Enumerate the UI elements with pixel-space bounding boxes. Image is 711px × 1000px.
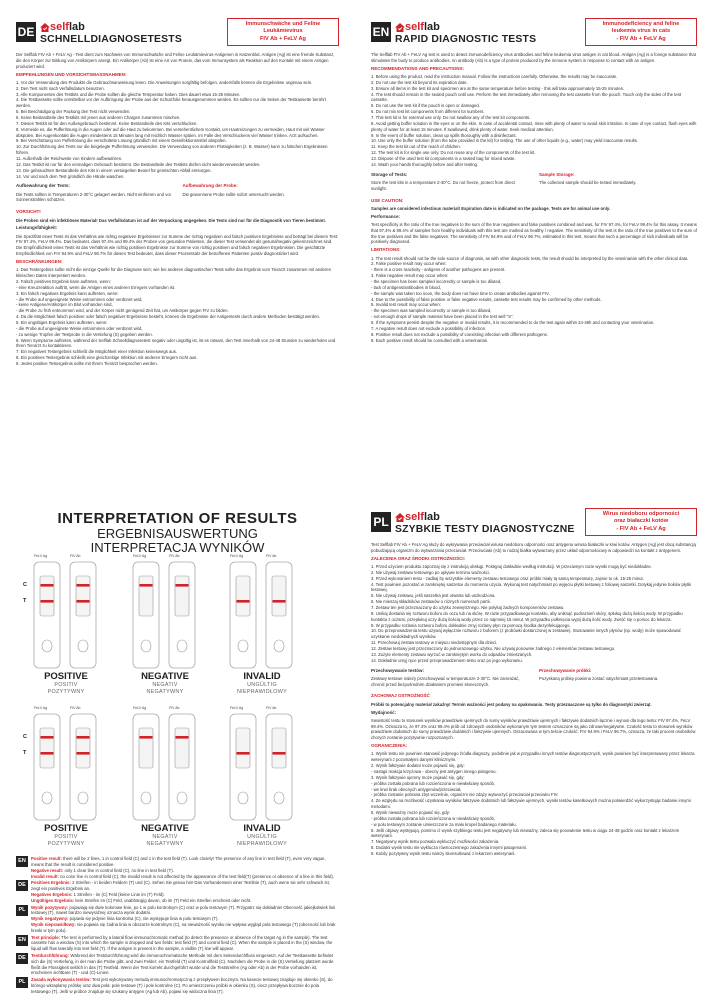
list-item: 1. Przed użyciem produktu zapoznaj się z instrukcją obsługi. Postępuj dokładnie według instrukcji. W przeciwnym razie wyniki mogą być niedokładne. xyxy=(371,563,652,569)
strip-label: FeLV Ag xyxy=(133,554,147,559)
list-item: 2. Den Test nicht nach Verfallsdatum benutzen. xyxy=(16,85,105,91)
legend-text: Positives Ergebnis: 2 Streifen - in beiden Feldern (T) und (C). Sehen Sie genau hin! Das Vorhandensein einer Testlinie (T), auch wenn sie sehr schwach ist, zeigt ein positives Ergebnis an. Negatives Ergebnis: 1 Streifen - im (C) Feld (keine Linie im (T) Feld). Ungültiges Ergebnis: kein Streifen im (C) Feld, unabhängig davon, ob im (T) Feld ein Streifen erscheint oder nicht. xyxy=(31,880,330,903)
legend-row xyxy=(16,953,339,976)
strip-drawing xyxy=(131,554,199,672)
list-item: 10. Do przeprowadzenia testu używaj wyłącznie roztworu z buforem (z probówki dostarczonej w zestawie). Stosowanie innych płynów (np. wody) może spowodować uzyskanie niedokładnych wyników. xyxy=(371,628,681,640)
list-item: 14. Vor und nach dem Test gründlich die Hände waschen. xyxy=(16,173,125,179)
strip-label: FIV Ab xyxy=(169,554,180,559)
strip-label: FeLV Ag xyxy=(230,554,244,559)
legend-row xyxy=(16,905,339,934)
list-item: 6. Nie mieszaj składników zestawów o różnych numerach partii. xyxy=(371,599,491,605)
legend-row xyxy=(16,880,339,903)
list-item: - w polu testowym zostanie umieszczone za mało kropel badanego materiału. xyxy=(371,821,517,827)
panel-interpretation xyxy=(16,508,339,994)
rec-list xyxy=(16,80,339,180)
section-heading: ZALECENIA ORAZ ŚRODKI OSTROŻNOŚCI: xyxy=(371,555,466,561)
lang-badge: EN xyxy=(16,856,28,867)
list-item: 2. False positive result may occur when: xyxy=(371,261,447,267)
interp-sub-de: ERGEBNISAUSWERTUNG xyxy=(97,526,258,541)
lang-badge: PL xyxy=(16,977,28,988)
strip-label: FIV Ab xyxy=(266,554,277,559)
strip-label: FeLV Ag xyxy=(230,706,244,711)
result-label-pl: POZYTYWNY xyxy=(47,688,85,695)
list-item: 8. Vermeide es, die Pufferlösung in die Augen oder auf die Haut zu bekommen. Bei versehentlichem Kontakt, um Hautreizungen zu vermeiden, Haut mit viel Wasser abspülen. Bei Augenkontakt die Augen mindestens 15 Minuten lang mit reichlich Wasser spülen. Im Falle des Verschluckens viel Wasser trinken. Arzt aufsuchen. xyxy=(16,126,325,138)
list-item: 2. Nie używaj zestawu testowego po upływie terminu ważności. xyxy=(371,569,491,575)
lang-badge: EN xyxy=(16,935,28,946)
result-label-de: NEGATIV xyxy=(152,681,178,688)
list-item: 11. Przechowuj zestaw testowy w miejscu niedostępnym dla dzieci. xyxy=(371,640,498,646)
test-line-label: T xyxy=(23,598,27,605)
list-item: 1. Wynik testu nie powinien stanowić jedynego źródła diagnozy, podobnie jak w przypadku innych testów diagnostycznych, wynik powinien być interpretowany przez lekarza weterynarii z pozostałymi danymi klinicznymi. xyxy=(371,751,695,763)
result-label: INVALID xyxy=(243,671,281,683)
list-item: 5. Bei Beschädigung der Packung den Test nicht verwenden. xyxy=(16,109,131,115)
list-item: 6. Keine Bestandteile des Testkits mit jenen aus anderen Chargen zusammen mischen. xyxy=(16,114,181,120)
result-label: POSITIVE xyxy=(44,671,88,683)
list-item: 14. Wash your hands thoroughly before and after testing. xyxy=(371,161,479,167)
list-item: - nastąpi reakcja krzyżowa - obecny jest antygen innego patogenu. xyxy=(371,768,497,774)
strip-drawing xyxy=(32,706,100,824)
interp-sub-pl: INTERPRETACJA WYNIKÓW xyxy=(90,539,265,555)
legend-text: Testdurchführung: Während der Testdurchführung wird die immunochromatische Methode mit dem Seitendurchfluss eingesetzt. Auf der Testkassette befindet sich die (S) Vertiefung, in der man die Probe gibt, und zwei Felder: ein Testfeld (T) und Kontrollfeld (C). Nachdem die Probe in die (S) Vertiefung platziert wurde fließt die Flüssigkeit seitlich in das (T) Testfeld. Wenn der Test korrekt durchgeführt wurde und die Teststreifen (Ag oder Ab) in der Probe vorhanden ist, erscheinen sichtbare (T) - und (C)-Linien. xyxy=(31,953,334,976)
test-cassette xyxy=(70,714,96,820)
lim-list xyxy=(16,267,339,367)
list-item: 11. Außerhalb der Reichweite von Kindern aufbewahren. xyxy=(16,155,123,161)
list-item: 4. Ze względu na możliwość uzyskania wyników fałszywie dodatnich lub fałszywie ujemnych, wyniki testów kasetkowych można potwierdzić wykorzystując badanie innymi metodami. xyxy=(371,798,691,810)
selflab-logo: selflab xyxy=(395,21,447,33)
list-item: - die Probe auf ungeeignete Weise entnommen oder verdünnt wird, xyxy=(16,296,143,302)
product-box: Wirus niedoboru odporności oraz białaczki kotów - FIV Ab + FeLV Ag xyxy=(585,508,697,536)
list-item: 4. The test should remain in the sealed pouch until use. Perform the test immediately after removing the test cassette from the pouch. Touch only the sides of the test cassette. xyxy=(371,91,682,103)
list-item: 3. Przed wykonaniem testu - zadbaj by wszystkie elementy zestawu testowego oraz próbki miały tą samą temperaturę, zajmie to ok. 15-25 minut. xyxy=(371,575,644,581)
result-label-pl: NEGATYWNY xyxy=(146,840,184,847)
list-item: 4. Test powinien pozostać w zamkniętej saszetce do momentu użycia. Wykonaj test natychmiast po wyjęciu płytki testowej z foliowej saszetki. Dotykaj jedynie boków płytki testowej. xyxy=(371,581,692,593)
selflab-logo: selflab xyxy=(40,21,92,33)
result-card-positive xyxy=(23,706,100,847)
test-cassette xyxy=(169,562,195,668)
result-label-de: UNGÜLTIG xyxy=(247,681,277,688)
list-item: 5. Invalid test result may occur when: xyxy=(371,302,441,308)
list-item: 5. Wynik nieważny może pojawić się, gdy: xyxy=(371,809,451,815)
list-item: 3. Ein falsch negatives Ergebnis kann auftreten, wenn: xyxy=(16,290,119,296)
result-card-negative xyxy=(131,706,199,847)
doc-body: Der Selflab FIV Ab + FeLV Ag - Test dient zum Nachweis von Immunschwäche und Feline Leukämievirus-Antigenen in Katzenblut. Antigen (Ag) ist eine fremde Substanz, die den Körper zur Bildung von Antikörpern anregt. Ein Antikörper (Ab) ist eine Art von Protein, das vom Immunsystem als Reaktion auf den Kontakt mit einem Antigen produziert wird. EMPFEHLUNGEN UND VORSICHTSMASSNAHMEN: 1. Vor der Verwendung des Produkts die Gebrauchsanweisung lesen. Die Anweisungen sorgfältig befolgen, andernfalls können die Ergebnisse ungenau sein. 2. Den Test nicht nach Verfallsdatum benutzen. 3. Alle Komponenten des Testkits und die Probe sollten die gleiche Temperatur haben. Dies dauert etwa 15-25 Minuten. 4. Die Testkassette sollte unmittelbar vor der Aufbringung der Probe aus der Schutzfolie herausgenommen werden. Es sollten nur die Seiten der Testkassette berührt werden. 5. Bei Beschädigung der Packung den Test nicht verwenden. 6. Keine Bestandteile des Testkits mit jenen aus anderen Chargen zusammen mischen. 7. Dieses Testkit ist für den Außengebrauch bestimmt. Keine Bestandteile des Kits verschlucken. 8. Vermeide es, die Pufferlösung in die Augen oder auf die Haut zu bekommen. Bei versehentlichem Kontakt, um Hautreizungen zu vermeiden, Haut mit viel Wasser abspülen. Bei Augenkontakt die Augen mindestens 15 Minuten lang mit reichlich Wasser spülen. Im Falle des Verschluckens viel Wasser trinken. Arzt aufsuchen. 9. Bei Verschüttung von Pufferlösung die verschüttete Lösung gründlich mit einem Desinfektionsmittel abspülen. 10. Zur Durchführung des Tests nur die beigelegte Pufferlösung verwenden. Die Verwendung von anderen Flüssigkeiten (z. B. Wasser) kann zu falschen Ergebnissen führen. 11. Außerhalb der Reichweite von Kindern aufbewahren. 12. Das Testkit ist nur für den einmaligen Gebrauch bestimmt. Die Bestandteile des Testkits dürfen nicht wiederverwendet werden. 13. Die gebrauchten Bestandteile des Kits in einem versiegelten Beutel für gemischten Abfall entsorgen. 14. Vor und nach dem Test gründlich die Hände waschen. Aufbewahrung der Tests: Die Tests sollten in Temperaturen 2-30°C gelagert werden. Nicht einfrieren und vor Sonnenstrahlen schützen. Aufbewahrung der Probe: Die gewonnene Probe sollte sofort untersucht werden. VORSICHT! Die Proben sind ein infektiöses Material! Das Verfallsdatum ist auf der Verpackung angegeben. Die Tests sind nur für die Diagnostik von Tieren bestimmt. Leistungsfähigkeit: Die Spezifität eines Tests ist das Verhältnis wie richtig negativen Ergebnisser zur Summe der richtig negativen und falsch positiven Ergebnisse und beträgt bei diesem Test: FIV 97.4%, FeLV 99.4%. Das bedeutet, dass 97.4% und 99.4% der Proben von gesunden Patienten, die dieser Test verwendet als gesund/negativ gekennzeichnet sind. Die Empfindlichkeit eines Tests ist das Verhältnis wie richtig positiven Ergebnisse zur Summe von richtig positiven und falsch negativen Ergebnissen. Die geschätzte Empfindlichkeit von FIV 94.9% und FeLV 96.7% für diesen Test bedeutet, dass dieser Prozentsatz der betroffenen Patienten positiv diagnostiziert wird. BESCHRÄNKUNGEN: 1. Das Testergebnis sollte nicht die einzige Quelle für die Diagnose sein; wie bei anderen diagnostischen Tests sollte das Ergebnis vom Tierarzt zusammen mit anderen klinischen Daten interpretiert werden. 2. Falsch positives Ergebnis kann auftreten, wenn: - eine Kreuzreaktion auftritt, wenn die Antigen eines anderen Erregers vorhanden ist. 3. Ein falsch negatives Ergebnis kann auftreten, wenn: - die Probe auf ungeeignete Weise entnommen oder verdünnt wird, - keine Antigene/Antikörper im Blut vorhanden sind, - die Probe zu früh entnommen wird, und der Körper nicht genügend Zeit hat, um Antikörper gegen FIV zu bilden. 4. Da die Möglichkeit falsch positiver oder falsch negativer Ergebnisse besteht, können die Ergebnisse der Antigentests durch andere Methoden bestätigt werden. 5. Ein ungültiges Ergebnis kann auftreten, wenn: - die Probe auf ungeeignete Weise entnommen oder verdünnt wird, - zu wenige Tropfen der Testprobe in die Vertiefung (S) gegeben werden. 6. Wenn Symptome auftreten, während der Selflab Schnelldiagnosetest negativ oder ungültig ist, ist es ratsam, den Test innerhalb von 24-48 Stunden zu wiederholen und Ihren Tierarzt zu kontaktieren. 7. Ein negatives Testergebnis schließt die Möglichkeit einer Infektion keineswegs aus. 8. Ein positives Testergebnis schließt eine gleichzeitige Infektion mit anderen Erregern nicht aus. 9. Jedes positive Testergebnis sollte mit Ihrem Tierarzt besprochen werden. xyxy=(16,52,339,366)
lim-list xyxy=(371,751,697,856)
list-item: - there is a cross reactivity - antigens of another pathogens are present. xyxy=(371,267,506,273)
list-item: 9. Każdy pozytywny wynik testu należy skonsultować z lekarzem weterynarii. xyxy=(371,850,516,856)
list-item: - not enough drops of sample material have been placed in the test well "S". xyxy=(371,314,514,320)
test-cassette xyxy=(133,562,159,668)
test-cassette xyxy=(169,714,195,820)
list-item: - próbka została pobrana lub rozcieńczona w niewłaściwy sposób, xyxy=(371,780,496,786)
product-box: Immunschwäche und Feline Leukämievirus FIV Ab + FeLV Ag xyxy=(227,18,339,46)
result-label-de: POSITIV xyxy=(54,833,78,840)
result-label-pl: NIEPRAWIDŁOWY xyxy=(236,688,288,695)
list-item: 8. Positive result does not exclude a possibility of coexisting infection with different pathogens. xyxy=(371,331,548,337)
house-icon xyxy=(395,513,405,522)
test-cassette xyxy=(230,714,256,820)
list-item: 6. Jeśli objawy występują, pomimo iż wynik szybkiego testu jest negatywny lub nieważny, zaleca się ponowienie testu w ciągu 24-48 godzin oraz kontakt z lekarzem weterynarii. xyxy=(371,827,680,839)
list-item: 13. Dispose of the used test kit components in a sealed bag for mixed waste. xyxy=(371,155,516,161)
result-label-de: UNGÜLTIG xyxy=(247,833,277,840)
section-heading: RECOMMENDATIONS AND PRECAUTIONS: xyxy=(371,65,464,71)
list-item: 2. Falsch positives Ergebnis kann auftreten, wenn: xyxy=(16,278,111,284)
list-item: 6. Wenn Symptome auftreten, während der Selflab Schnelldiagnosetest negativ oder ungültig ist, ist es ratsam, den Test innerhalb von 24-48 Stunden zu wiederholen und Ihren Tierarzt zu kontaktieren. xyxy=(16,337,336,349)
list-item: 9. Each positive result should be consulted with a veterinarian. xyxy=(371,337,489,343)
header-de xyxy=(16,18,339,52)
house-icon xyxy=(40,23,50,32)
result-label-pl: POZYTYWNY xyxy=(47,840,85,847)
list-item: 4. Die Testkassette sollte unmittelbar vor der Aufbringung der Probe aus der Schutzfolie herausgenommen werden. Es sollten nur die Seiten der Testkassette berührt werden. xyxy=(16,97,327,109)
list-item: 8. Avoid getting buffer solution in the eyes or on the skin. In case of accidental contact, rinse with plenty of water to avoid skin irritation. In case of eye contact, flush eyes with plenty of water for at least 15 minutes. If swallowed, drink plenty of water. Seek medical attention. xyxy=(371,120,697,132)
list-item: 8. Dodatni wynik testu nie wyklucza równoczesnego zakażenia innymi patogenami. xyxy=(371,845,528,851)
strip-label: FIV Ab xyxy=(70,554,81,559)
list-item: - the sample was taken too soon, the body does not have time to create antibodies against FIV. xyxy=(371,290,550,296)
header-pl xyxy=(371,508,697,542)
list-item: 7. This test kit is for external use only. Do not swallow any of the test kit components. xyxy=(371,114,531,120)
list-item: - die Probe zu früh entnommen wird, und der Körper nicht genügend Zeit hat, um Antikörper gegen FIV zu bilden. xyxy=(16,308,229,314)
storage-row: Storage of Tests: Store the test kits in a temperature 2-30°C. Do not freeze, protect from direct sunlight. Sample Storage: The collected sample should be tested immediately. xyxy=(371,171,637,191)
list-item: 3. Alle Komponenten des Testkits und die Probe sollten die gleiche Temperatur haben. Dies dauert etwa 15-25 Minuten. xyxy=(16,91,241,97)
list-item: - the specimen was sampled incorrectly or sample is too diluted, xyxy=(371,308,492,314)
result-label: NEGATIVE xyxy=(141,671,189,683)
lang-badge: DE xyxy=(16,880,28,891)
list-item: 2. Do not use the test kit beyond its expiration date. xyxy=(371,79,468,85)
list-item: 8. Unikaj dostania się roztworu buforu do oczu lub na skórę. W razie przypadkowego kontaktu, aby uniknąć podrażnień skóry, spłukuj dużą ilością wody. W przypadku kontaktu z oczami, przepłukuj oczy dużą ilością wody przez co najmniej 15 minut. W przypadku połknięcia wypij dużą ilość wody. Zwróć się o pomoc do lekarza. xyxy=(371,610,683,622)
list-item: - próbka została pobrana lub rozcieńczona w niewłaściwy sposób, xyxy=(371,815,496,821)
legend-row xyxy=(16,935,339,952)
list-item: 1. Vor der Verwendung des Produkts die Gebrauchsanweisung lesen. Die Anweisungen sorgfältig befolgen, andernfalls können die Ergebnisse ungenau sein. xyxy=(16,79,313,85)
test-cassette xyxy=(266,714,292,820)
intro-text: Test Selflab FIV Ab + FeLV Ag służy do wykrywania przeciwciał wirusa niedoboru odporności oraz antygenu wirusa białaczki w krwi kotów. Antygen (Ag) jest obcą substancją pobudzającą organizm do wytwarzania przeciwciał. Przeciwciało (Ab) to rodzaj białka wytwarzany przez układ odpornościowy w odpowiedzi na kontakt z antygenem. xyxy=(371,542,696,553)
list-item: 10. Use only the buffer solution (from the tube provided in the kit) for testing. The use of other liquids (e.g., water) may yield inaccurate results. xyxy=(371,138,639,144)
strip-label: FeLV Ag xyxy=(133,706,147,711)
lang-badge: EN xyxy=(371,22,391,42)
list-item: 3. Ensure all items in the test kit and specimen are at the same temperature before testing - this will take approximately 15-25 minutes. xyxy=(371,85,624,91)
legend-text: Zasada wykonywania testów: Test jest wykonywany metodą immunochromatyczną z przepływem bocznym. Na kasecie testowej znajduje się okienko (S), do którego wkraplamy próbkę oraz dwa pola: pole testowe (T) i pole kontrolne (C). Po umieszczeniu próbki w okienku (S), ciecz przepływa bocznie do pola testowego (T). Jeśli w próbce znajduje się szukany antygen (Ag lub Ab), pojawi się widoczna linia (T). xyxy=(31,977,333,994)
rec-list xyxy=(371,564,697,664)
list-item: 4. Due to the possibility of false positive or false negative results, cassette test results may be confirmed by other methods. xyxy=(371,296,602,302)
test-cassette xyxy=(230,562,256,668)
result-card-positive xyxy=(23,554,100,695)
result-label-de: POSITIV xyxy=(54,681,78,688)
result-label-pl: NIEPRAWIDŁOWY xyxy=(236,840,288,847)
list-item: - zu wenige Tropfen der Testprobe in die Vertiefung (S) gegeben werden. xyxy=(16,331,153,337)
strip-drawing xyxy=(131,706,199,824)
list-item: - we krwi brak obecnych antygenów/przeciwciał, xyxy=(371,786,462,792)
result-label: INVALID xyxy=(243,823,281,835)
storage-row: Przechowywanie testów: Zestawy testowe należy przechowywać w temperaturze 2-30°C. Nie zamrażać, chronić przed bezpośrednim działaniem promieni słonecznych. Przechowywanie próbki: Pozyskaną próbkę powinna zostać natychmiast przetestowana. xyxy=(371,667,659,687)
list-item: 7. A negative result does not exclude a possibility of infection. xyxy=(371,325,487,331)
list-item: 1. The test result should not be the sole source of diagnosis, as with other diagnostic tests, the result should be interpreted by the veterinarian with the other clinical data. xyxy=(371,255,689,261)
control-line-label: C xyxy=(23,582,27,589)
list-item: 9. Jedes positive Testergebnis sollte mit Ihrem Tierarzt besprochen werden. xyxy=(16,360,158,366)
lang-badge: PL xyxy=(16,905,28,916)
strip-drawing xyxy=(228,706,296,824)
test-cassette xyxy=(70,562,96,668)
test-line-label: T xyxy=(23,750,27,757)
strip-drawing xyxy=(32,554,100,672)
list-item: 10. Zur Durchführung des Tests nur die beigelegte Pufferlösung verwenden. Die Verwendung von anderen Flüssigkeiten (z. B. Wasser) kann zu falschen Ergebnissen führen. xyxy=(16,144,328,156)
result-label: POSITIVE xyxy=(44,823,88,835)
legend-text: Positive result: there will be 2 lines, 1 in control field (C) and 1 in the test field (T). Look closely! The presence of any line in test field (T), even very vague, means that the result is considered positive. Negative result: only 1 clear line in control field (C), no line in test field (T). Invalid result: no color line in control field (C), the invalid result is not affected by the appearance of the test field(T) (presence or absence of a line in this field). xyxy=(31,856,335,879)
storage-row: Aufbewahrung der Tests: Die Tests sollten in Temperaturen 2-30°C gelagert werden. Nicht einfrieren und vor Sonnenstrahlen schützen. Aufbewahrung der Probe: Die gewonnene Probe sollte sofort untersucht werden. xyxy=(16,183,285,203)
list-item: - die Probe auf ungeeignete Weise entnommen oder verdünnt wird, xyxy=(16,325,143,331)
legend-text: Test principle: The test is performed by a lateral flow immunochromatic method (to detect the presence or absence of the target Ag in the sample). The test cassette has a window (S) into which the sample is dropped and two fields: test field (T) and control field (C). When the sample is placed in the (S) window, the liquid will flow laterally into test field (T). If the antigen is present in the sample, a visible (T) line will appear. xyxy=(31,934,333,952)
doc-title: RAPID DIAGNOSTIC TESTS xyxy=(395,34,537,45)
panel-pl xyxy=(371,508,697,990)
result-label-de: NEGATIV xyxy=(152,833,178,840)
lang-badge: DE xyxy=(16,22,36,42)
list-item: 9. In the event of buffer solution, clean up spills thoroughly with a disinfectant. xyxy=(371,132,517,138)
test-cassette xyxy=(266,562,292,668)
result-card-negative xyxy=(131,554,199,695)
legend-row xyxy=(16,856,339,879)
list-item: - lack of antigens/antibodies in blood, xyxy=(371,284,441,290)
doc-body: Test Selflab FIV Ab + FeLV Ag służy do wykrywania przeciwciał wirusa niedoboru odporności oraz antygenu wirusa białaczki w krwi kotów. Antygen (Ag) jest obcą substancją pobudzającą organizm do wytwarzania przeciwciał. Przeciwciało (Ab) to rodzaj białka wytwarzany przez układ odpornościowy w odpowiedzi na kontakt z antygenem. ZALECENIA ORAZ ŚRODKI OSTROŻNOŚCI: 1. Przed użyciem produktu zapoznaj się z instrukcją obsługi. Postępuj dokładnie według instrukcji. W przeciwnym razie wyniki mogą być niedokładne. 2. Nie używaj zestawu testowego po upływie terminu ważności. 3. Przed wykonaniem testu - zadbaj by wszystkie elementy zestawu testowego oraz próbki miały tą samą temperaturę, zajmie to ok. 15-25 minut. 4. Test powinien pozostać w zamkniętej saszetce do momentu użycia. Wykonaj test natychmiast po wyjęciu płytki testowej z foliowej saszetki. Dotykaj jedynie boków płytki testowej. 5. Nie używaj zestawu, jeśli saszetka jest otwarta lub uszkodzona. 6. Nie mieszaj składników zestawów o różnych numerach partii. 7. Zestaw ten jest przeznaczony do użytku zewnętrznego. Nie połykaj żadnych komponentów zestawu. 8. Unikaj dostania się roztworu buforu do oczu lub na skórę. W razie przypadkowego kontaktu, aby uniknąć podrażnień skóry, spłukuj dużą ilością wody. W przypadku kontaktu z oczami, przepłukuj oczy dużą ilością wody przez co najmniej 15 minut. W przypadku połknięcia wypij dużą ilość wody. Zwróć się o pomoc do lekarza. 9. W przypadku rozlania roztworu buforu dokładnie zmyj rozlany płyn za pomocą środka dezynfekującego. 10. Do przeprowadzenia testu używaj wyłącznie roztworu z buforem (z probówki dostarczonej w zestawie). Stosowanie innych płynów (np. wody) może spowodować uzyskanie niedokładnych wyników. 11. Przechowuj zestaw testowy w miejscu niedostępnym dla dzieci. 12. Zestaw testowy jest przeznaczony do jednorazowego użytku. Nie używaj ponownie żadnego z elementów zestawu testowego. 13. Zużyte elementy zestawu wyrzuć w zamkniętym worku do odpadów zmieszanych. 14. Dokładnie umyj ręce przed przeprowadzeniem testu oraz po jego wykonaniu. Przechowywanie testów: Zestawy testowe należy przechowywać w temperaturze 2-30°C. Nie zamrażać, chronić przed bezpośrednim działaniem promieni słonecznych. Przechowywanie próbki: Pozyskaną próbkę powinna zostać natychmiast przetestowana. ZACHOWAJ OSTROŻNOŚĆ Próbki to potencjalny materiał zakaźny! Termin ważności jest podany na opakowaniu. Testy przeznaczone są tylko do diagnostyki zwierząt. Wydajność: Swoistość testu to stosunek wyników prawdziwie ujemnych do sumy wyników prawdziwie ujemnych i fałszywie dodatnich łącznie i wynosi dla tego testu: FIV 97.4%, FeLV 99.4%. Oznacza to, że 97.4% oraz 99.4% prób od zdrowych osobników wykonanym tym testem oznaczone są jako zdrowe/negatywne. Czułość testu to stosunek wyników prawdziwie dodatnich do sumy prawdziwie dodatnich i fałszywie ujemnych. Oszacowana w tym teście czułość: FIV 94.9% i FeLV 96.7%, oznacza, że taki procent osobników chorych zostanie pozytywnie rozpoznanych. OGRANICZENIA: 1. Wynik testu nie powinien stanowić jedynego źródła diagnozy, podobnie jak w przypadku innych testów diagnostycznych, wynik powinien być interpretowany przez lekarza weterynarii z pozostałymi danymi klinicznymi. 2. Wynik fałszywie dodatni może pojawić się, gdy: - nastąpi reakcja krzyżowa - obecny jest antygen innego patogenu. 3. Wynik fałszywie ujemny może pojawić się, gdy: - próbka została pobrana lub rozcieńczona w niewłaściwy sposób, - we krwi brak obecnych antygenów/przeciwciał, - próbka zostanie pobrana zbyt wcześnie, organizm nie zdąży wytworzyć przeciwciał przeciwko FIV. 4. Ze względu na możliwość uzyskania wyników fałszywie dodatnich lub fałszywie ujemnych, wyniki testów kasetkowych można potwierdzić wykorzystując badanie innymi metodami. 5. Wynik nieważny może pojawić się, gdy: - próbka została pobrana lub rozcieńczona w niewłaściwy sposób, - w polu testowym zostanie umieszczone za mało kropel badanego materiału. 6. Jeśli objawy występują, pomimo iż wynik szybkiego testu jest negatywny lub nieważny, zaleca się ponowienie testu w ciągu 24-48 godzin oraz kontakt z lekarzem weterynarii. 7. Negatywny wynik testu pozwala wykluczyć możliwości zakażenia. 8. Dodatni wynik testu nie wyklucza równoczesnego zakażenia innymi patogenami. 9. Każdy pozytywny wynik testu należy skonsultować z lekarzem weterynarii. xyxy=(371,542,696,856)
panel-de xyxy=(16,18,339,496)
list-item: 7. Ein negatives Testergebnis schließt die Möglichkeit einer Infektion keineswegs aus. xyxy=(16,349,178,355)
strip-label: FIV Ab xyxy=(169,706,180,711)
list-item: 7. Zestaw ten jest przeznaczony do użytku zewnętrznego. Nie połykaj żadnych komponentów zestawu. xyxy=(371,604,565,610)
lim-list xyxy=(371,256,697,344)
list-item: 5. Nie używaj zestawu, jeśli saszetka jest otwarta lub uszkodzona. xyxy=(371,593,496,599)
list-item: 9. Bei Verschüttung von Pufferlösung die verschüttete Lösung gründlich mit einem Desinfektionsmittel abspülen. xyxy=(16,138,227,144)
list-item: 5. Ein ungültiges Ergebnis kann auftreten, wenn: xyxy=(16,319,108,325)
strip-label: FeLV Ag xyxy=(34,554,48,559)
header-en xyxy=(371,18,697,52)
result-card-invalid xyxy=(228,706,296,847)
interp-legend xyxy=(16,856,339,994)
lang-badge: PL xyxy=(371,512,391,532)
legend-text: Wynik pozytywny: pojawiają się dwie kolorowe linie, po 1 w polu kontrolnym (C) oraz w polu testowym (T). Przypatrz się dokładnie! Obecność jakiejkolwiek linii testowej (T), nawet bardzo niewyraźnej oznacza wynik dodatni. Wynik negatywny: pojawia się jedynie linia kontrolna (C), nie występuje linia w polu testowym (T). Wynik nieprawidłowy: nie pojawia się żadna linia w obszarze kontrolnym (C), na nieważność wyniku nie wpływa wygląd pola testowego (T) (obecność lub brak kreski w tym polu). xyxy=(31,904,336,933)
strip-label: FIV Ab xyxy=(266,706,277,711)
control-line-label: C xyxy=(23,734,27,741)
section-heading: EMPFEHLUNGEN UND VORSICHTSMASSNAHMEN: xyxy=(16,71,127,77)
intro-text: The Selflab FIV Ab + FeLV Ag test is used to detect immunodeficiency virus antibodies and feline leukemia virus antigen in cat blood. Antigen (Ag) is a foreign substance that stimulates the body to produce antibodies. An antibody (Ab) is a type of protein produced by the immune system in response to contact with an antigen. xyxy=(371,52,696,63)
strip-label: FIV Ab xyxy=(70,706,81,711)
result-label-pl: NEGATYWNY xyxy=(146,688,184,695)
legend-row xyxy=(16,977,339,994)
doc-title: SCHNELLDIAGNOSETESTS xyxy=(40,34,182,45)
list-item: 7. Dieses Testkit ist für den Außengebrauch bestimmt. Keine Bestandteile des Kits verschlucken. xyxy=(16,120,198,126)
test-cassette xyxy=(133,714,159,820)
result-card-invalid xyxy=(228,554,296,695)
list-item: - eine Kreuzreaktion auftritt, wenn die Antigen eines anderen Erregers vorhanden ist. xyxy=(16,284,176,290)
doc-body: The Selflab FIV Ab + FeLV Ag test is used to detect immunodeficiency virus antibodies and feline leukemia virus antigen in cat blood. Antigen (Ag) is a foreign substance that stimulates the body to produce antibodies. An antibody (Ab) is a type of protein produced by the immune system in response to contact with an antigen. RECOMMENDATIONS AND PRECAUTIONS: 1. Before using the product, read the instruction manual. Follow the instructions carefully. Otherwise, the results may be inaccurate. 2. Do not use the test kit beyond its expiration date. 3. Ensure all items in the test kit and specimen are at the same temperature before testing - this will take approximately 15-25 minutes. 4. The test should remain in the sealed pouch until use. Perform the test immediately after removing the test cassette from the pouch. Touch only the sides of the test cassette. 5. Do not use the test kit if the pouch is open or damaged. 6. Do not mix test kit components from different lot numbers. 7. This test kit is for external use only. Do not swallow any of the test kit components. 8. Avoid getting buffer solution in the eyes or on the skin. In case of accidental contact, rinse with plenty of water to avoid skin irritation. In case of eye contact, flush eyes with plenty of water for at least 15 minutes. If swallowed, drink plenty of water. Seek medical attention. 9. In the event of buffer solution, clean up spills thoroughly with a disinfectant. 10. Use only the buffer solution (from the tube provided in the kit) for testing. The use of other liquids (e.g., water) may yield inaccurate results. 11. Keep the test kit out of the reach of children. 12. The test kit is for single use only. Do not reuse any of the components of the test kit. 13. Dispose of the used test kit components in a sealed bag for mixed waste. 14. Wash your hands thoroughly before and after testing. Storage of Tests: Store the test kits in a temperature 2-30°C. Do not freeze, protect from direct sunlight. Sample Storage: The collected sample should be tested immediately. USE CAUTION: Samples are considered infectious material! Expiration date is indicated on the package. Tests are for animal use only. Performance: Test specificity is the ratio of the true negatives to the sum of the true negatives and false positives combined and was, for FIV 97.4%, for FeLV 99.4% for this assay. It means that 97.4% & 99.4% of samples from healthy individuals with this test are marked as healthy / negative. The sensitivity of the test is the ratio of the true positives to the sum of the true positives and the false negatives. The sensitivity of FIV 94.9% and of FeLV 96.7%, estimated in this test, means that such a percentage of sick individuals will be positively diagnosed. LIMITATIONS: 1. The test result should not be the sole source of diagnosis, as with other diagnostic tests, the result should be interpreted by the veterinarian with the other clinical data. 2. False positive result may occur when: - there is a cross reactivity - antigens of another pathogens are present. 3. False negative result may occur when: - the specimen has been sampled incorrectly or sample is too diluted, - lack of antigens/antibodies in blood, - the sample was taken too soon, the body does not have time to create antibodies against FIV. 4. Due to the possibility of false positive or false negative results, cassette test results may be confirmed by other methods. 5. Invalid test result may occur when: - the specimen was sampled incorrectly or sample is too diluted, - not enough drops of sample material have been placed in the test well "S". 6. If the symptoms persist despite the negative or invalid results, it is recommended to do the test again within 24-48h and contacting your veterinarian. 7. A negative result does not exclude a possibility of infection. 8. Positive result does not exclude a possibility of coexisting infection with different pathogens. 9. Each positive result should be consulted with a veterinarian. xyxy=(371,52,697,343)
product-box: Immunodeficiency and feline leukemia virus in cats - FIV Ab + FeLV Ag xyxy=(585,18,697,46)
list-item: 12. Das Testkit ist nur für den einmaligen Gebrauch bestimmt. Die Bestandteile des Testkits dürfen nicht wiederverwendet werden. xyxy=(16,161,261,167)
list-item: 12. Zestaw testowy jest przeznaczony do jednorazowego użytku. Nie używaj ponownie żadnego z elementów zestawu testowego. xyxy=(371,645,616,651)
list-item: 11. Keep the test kit out of the reach of children. xyxy=(371,144,461,150)
list-item: 2. Wynik fałszywie dodatni może pojawić się, gdy: xyxy=(371,763,465,769)
intro-text: Der Selflab FIV Ab + FeLV Ag - Test dient zum Nachweis von Immunschwäche und Feline Leukämievirus-Antigenen in Katzenblut. Antigen (Ag) ist eine fremde Substanz, die den Körper zur Bildung von Antikörpern anregt. Ein Antikörper (Ab) ist eine Art von Protein, das vom Immunsystem als Reaktion auf den Kontakt mit einem Antigen produziert wird. xyxy=(16,52,335,69)
list-item: 1. Das Testergebnis sollte nicht die einzige Quelle für die Diagnose sein; wie bei anderen diagnostischen Tests sollte das Ergebnis vom Tierarzt zusammen mit anderen klinischen Daten interpretiert werden. xyxy=(16,267,331,279)
list-item: 6. Do not mix test kit components from different lot numbers. xyxy=(371,109,485,115)
list-item: 3. False negative result may occur when: xyxy=(371,273,449,279)
strip-label: FeLV Ag xyxy=(34,706,48,711)
result-label: NEGATIVE xyxy=(141,823,189,835)
house-icon xyxy=(395,23,405,32)
list-item: 14. Dokładnie umyj ręce przed przeprowadzeniem testu oraz po jego wykonaniu. xyxy=(371,657,523,663)
lang-badge: DE xyxy=(16,953,28,964)
list-item: 3. Wynik fałszywie ujemny może pojawić się, gdy: xyxy=(371,774,465,780)
list-item: 6. If the symptoms persist despite the negative or invalid results, it is recommended to do the test again within 24-48h and contacting your veterinarian. xyxy=(371,319,655,325)
list-item: 12. The test kit is for single use only. Do not reuse any of the components of the test kit. xyxy=(371,150,536,156)
list-item: 9. W przypadku rozlania roztworu buforu dokładnie zmyj rozlany płyn za pomocą środka dezynfekującego. xyxy=(371,622,571,628)
list-item: - keine Antigene/Antikörper im Blut vorhanden sind, xyxy=(16,302,113,308)
list-item: 1. Before using the product, read the instruction manual. Follow the instructions carefully. Otherwise, the results may be inaccurate. xyxy=(371,73,618,79)
list-item: - próbka zostanie pobrana zbyt wcześnie, organizm nie zdąży wytworzyć przeciwciał przeciwko FIV. xyxy=(371,792,559,798)
interp-title: INTERPRETATION OF RESULTS xyxy=(57,510,298,527)
rec-list xyxy=(371,74,697,168)
list-item: - the specimen has been sampled incorrectly or sample is too diluted, xyxy=(371,278,502,284)
list-item: 5. Do not use the test kit if the pouch is open or damaged. xyxy=(371,103,480,109)
list-item: 4. Da die Möglichkeit falsch positiver oder falsch negativer Ergebnisse besteht, können die Ergebnisse der Antigentests durch andere Methoden bestätigt werden. xyxy=(16,314,321,320)
list-item: 7. Negatywny wynik testu pozwala wykluczyć możliwości zakażenia. xyxy=(371,839,500,845)
doc-title: SZYBKIE TESTY DIAGNOSTYCZNE xyxy=(395,524,575,535)
panel-en xyxy=(371,18,697,496)
strip-drawing xyxy=(228,554,296,672)
test-cassette xyxy=(34,562,60,668)
test-cassette xyxy=(34,714,60,820)
list-item: 8. Ein positives Testergebnis schließt eine gleichzeitige Infektion mit anderen Erregern nicht aus. xyxy=(16,355,198,361)
list-item: 13. Die gebrauchten Bestandteile des Kits in einem versiegelten Beutel für gemischten Abfall entsorgen. xyxy=(16,167,212,173)
result-diagrams xyxy=(16,554,339,854)
selflab-logo: selflab xyxy=(395,511,447,523)
list-item: 13. Zużyte elementy zestawu wyrzuć w zamkniętym worku do odpadów zmieszanych. xyxy=(371,651,533,657)
